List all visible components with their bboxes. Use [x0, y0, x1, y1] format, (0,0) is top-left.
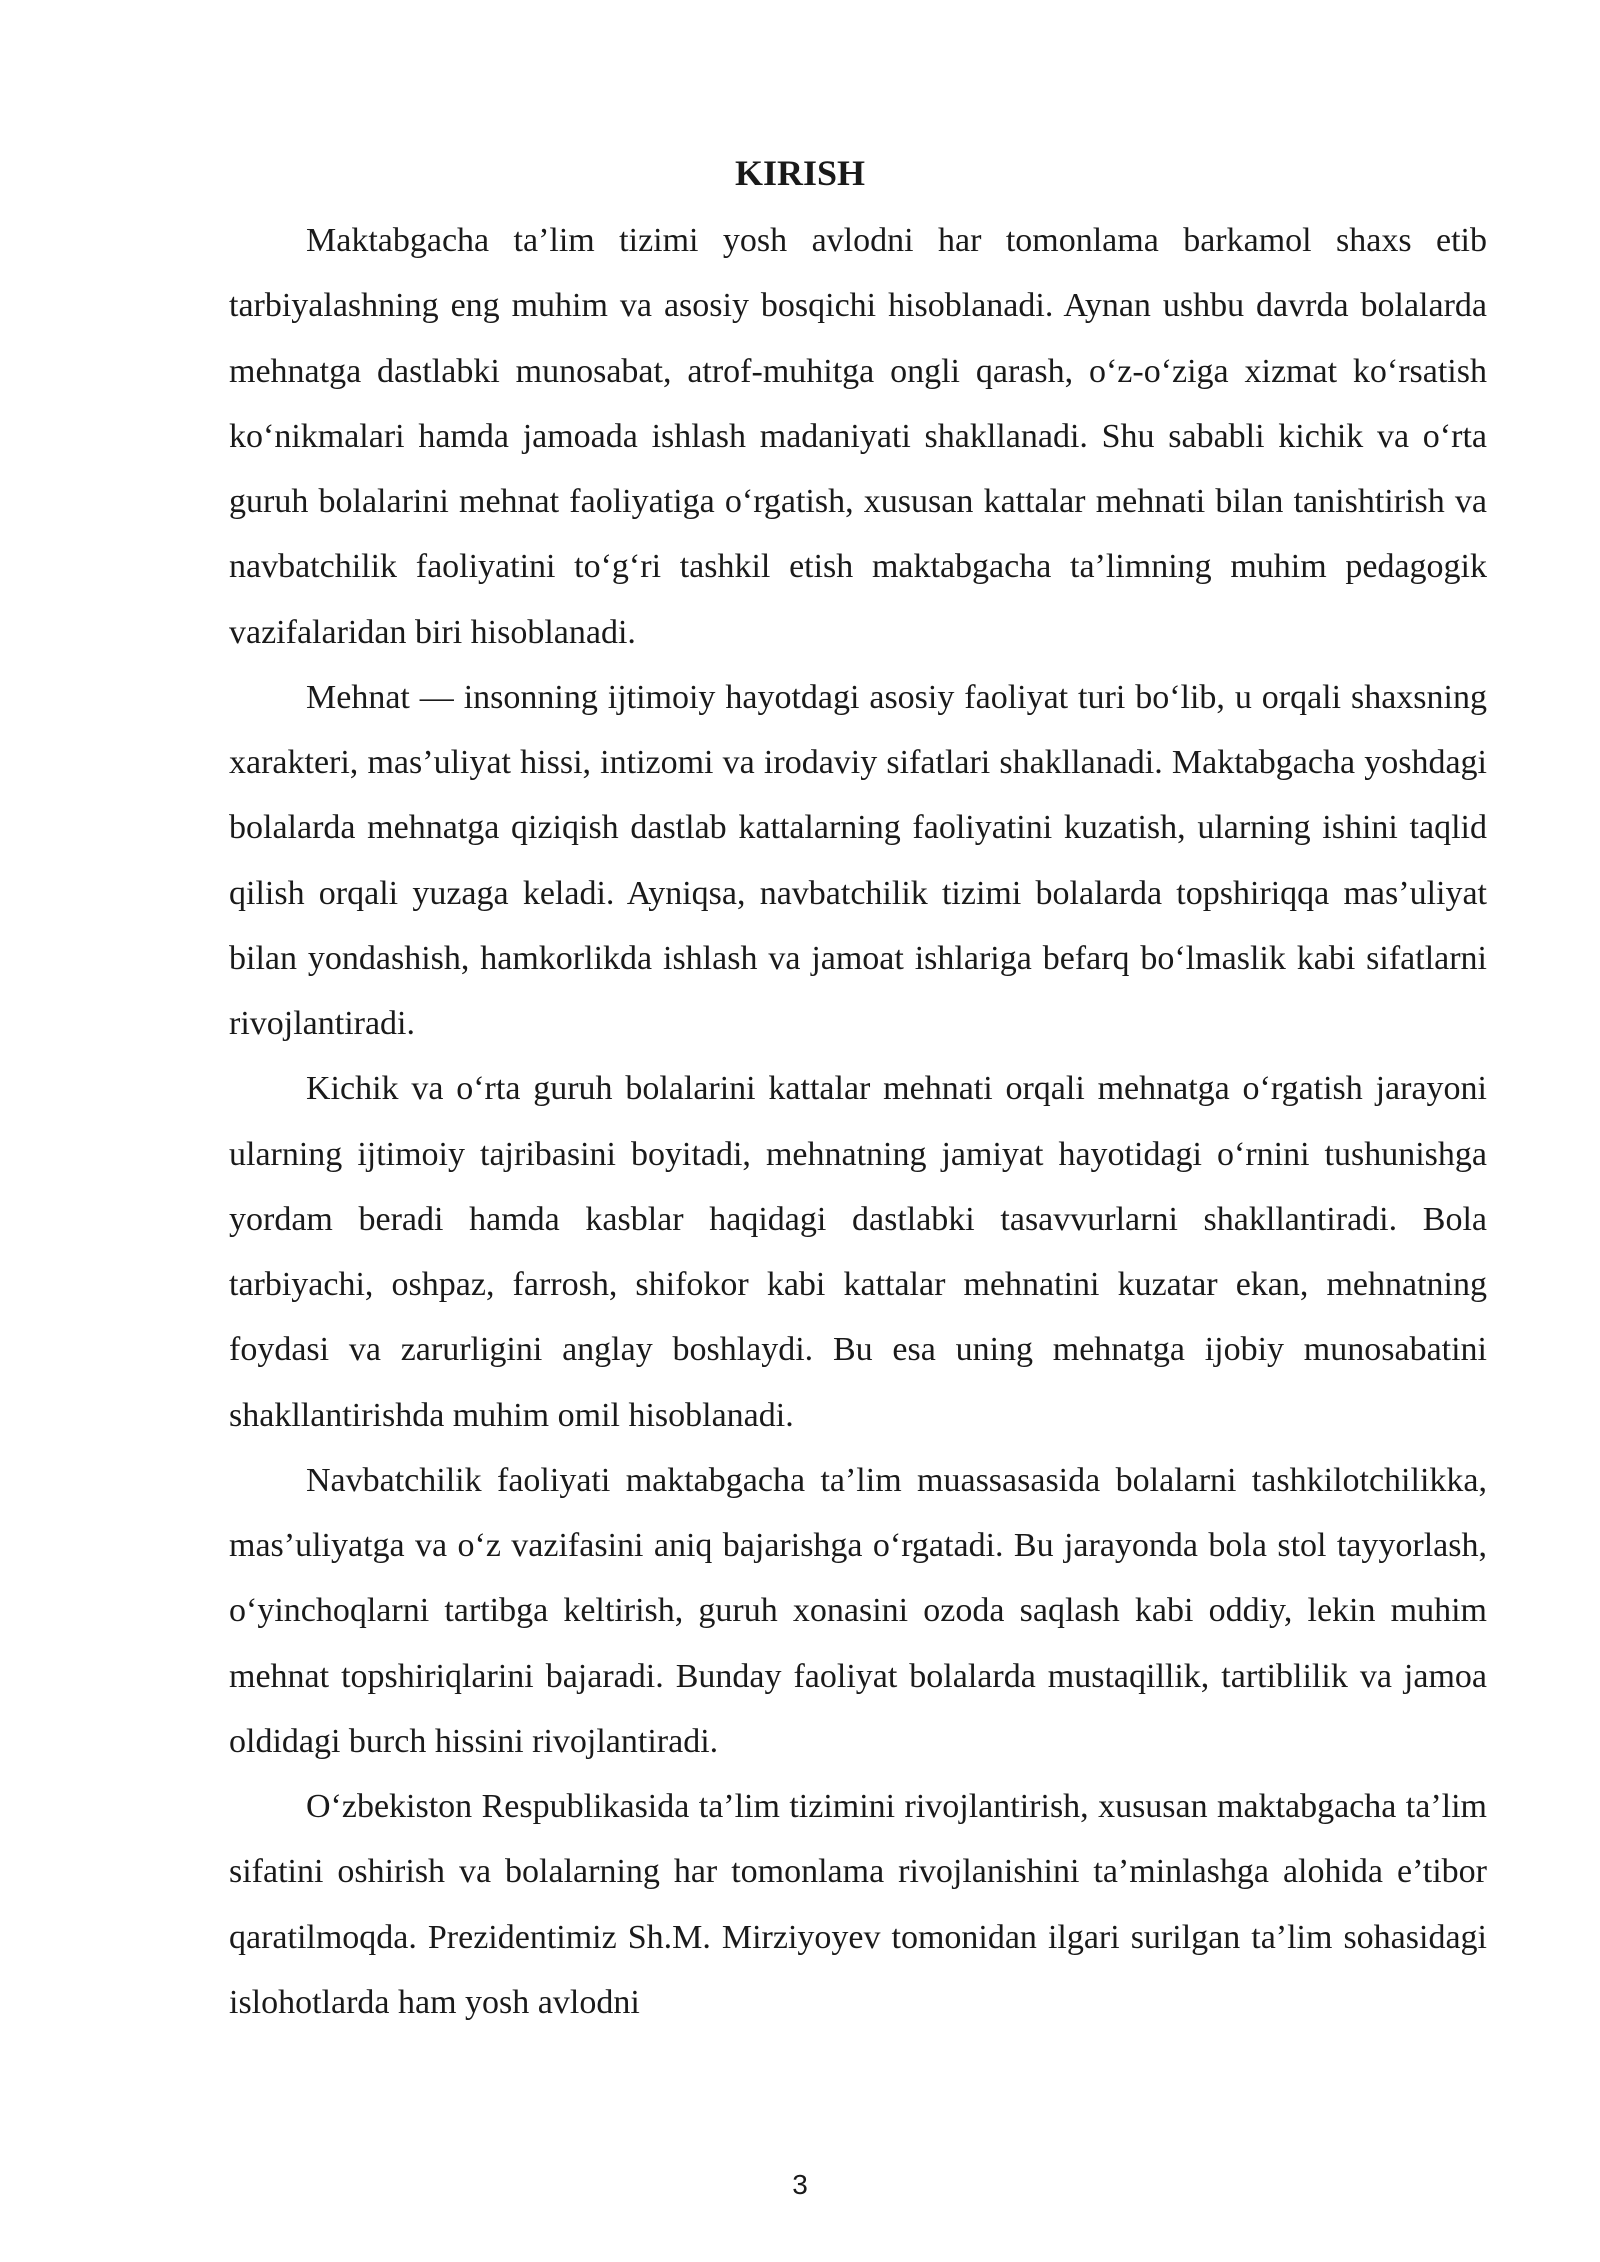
paragraph: Maktabgacha ta’lim tizimi yosh avlodni har tomonlama barkamol shaxs etib tarbiyalashning eng muhim va asosiy bosqichi hisoblanadi. Aynan ushbu davrda bolalarda mehnatga dastlabki munosabat, atrof-muhitga ongli qarash, o‘z-o‘ziga xizmat ko‘rsatish ko‘nikmalari hamda jamoada ishlash madaniyati shakllanadi. Shu sababli kichik va o‘rta guruh bolalarini mehnat faoliyatiga o‘rgatish, xususan kattalar mehnati bilan tanishtirish va navbatchilik faoliyatini to‘g‘ri tashkil etish maktabgacha ta’limning muhim pedagogik vazifalaridan biri hisoblanadi. — [229, 222, 1487, 651]
paragraph: Kichik va o‘rta guruh bolalarini kattalar mehnati orqali mehnatga o‘rgatish jarayoni ularning ijtimoiy tajribasini boyitadi, mehnatning jamiyat hayotidagi o‘rnini tushunishga yordam beradi hamda kasblar haqidagi dastlabki tasavvurlarni shakllantiradi. Bola tarbiyachi, oshpaz, farrosh, shifokor kabi kattalar mehnatini kuzatar ekan, mehnatning foydasi va zarurligini anglay boshlaydi. Bu esa uning mehnatga ijobiy munosabatini shakllantirishda muhim omil hisoblanadi. — [229, 1070, 1487, 1434]
paragraph: Mehnat — insonning ijtimoiy hayotdagi asosiy faoliyat turi bo‘lib, u orqali shaxsning xarakteri, mas’uliyat hissi, intizomi va irodaviy sifatlari shakllanadi. Maktabgacha yoshdagi bolalarda mehnatga qiziqish dastlab kattalarning faoliyatini kuzatish, ularning ishini taqlid qilish orqali yuzaga keladi. Ayniqsa, navbatchilik tizimi bolalarda topshiriqqa mas’uliyat bilan yondashish, hamkorlikda ishlash va jamoat ishlariga befarq bo‘lmaslik kabi sifatlarni rivojlantiradi. — [229, 678, 1487, 1042]
body-text — [229, 208, 1487, 2035]
page-number: 3 — [792, 2169, 808, 2200]
paragraph: Navbatchilik faoliyati maktabgacha ta’lim muassasasida bolalarni tashkilotchilikka, mas’uliyatga va o‘z vazifasini aniq bajarishga o‘rgatadi. Bu jarayonda bola stol tayyorlash, o‘yinchoqlarni tartibga keltirish, guruh xonasini ozoda saqlash kabi oddiy, lekin muhim mehnat topshiriqlarini bajaradi. Bunday faoliyat bolalarda mustaqillik, tartiblilik va jamoa oldidagi burch hissini rivojlantiradi. — [229, 1461, 1487, 1760]
paragraph: O‘zbekiston Respublikasida ta’lim tizimini rivojlantirish, xususan maktabgacha ta’lim sifatini oshirish va bolalarning har tomonlama rivojlanishini ta’minlashga alohida e’tibor qaratilmoqda. Prezidentimiz Sh.M. Mirziyoyev tomonidan ilgari surilgan ta’lim sohasidagi islohotlarda ham yosh avlodni — [229, 1788, 1487, 2021]
section-title: KIRISH — [734, 153, 866, 193]
